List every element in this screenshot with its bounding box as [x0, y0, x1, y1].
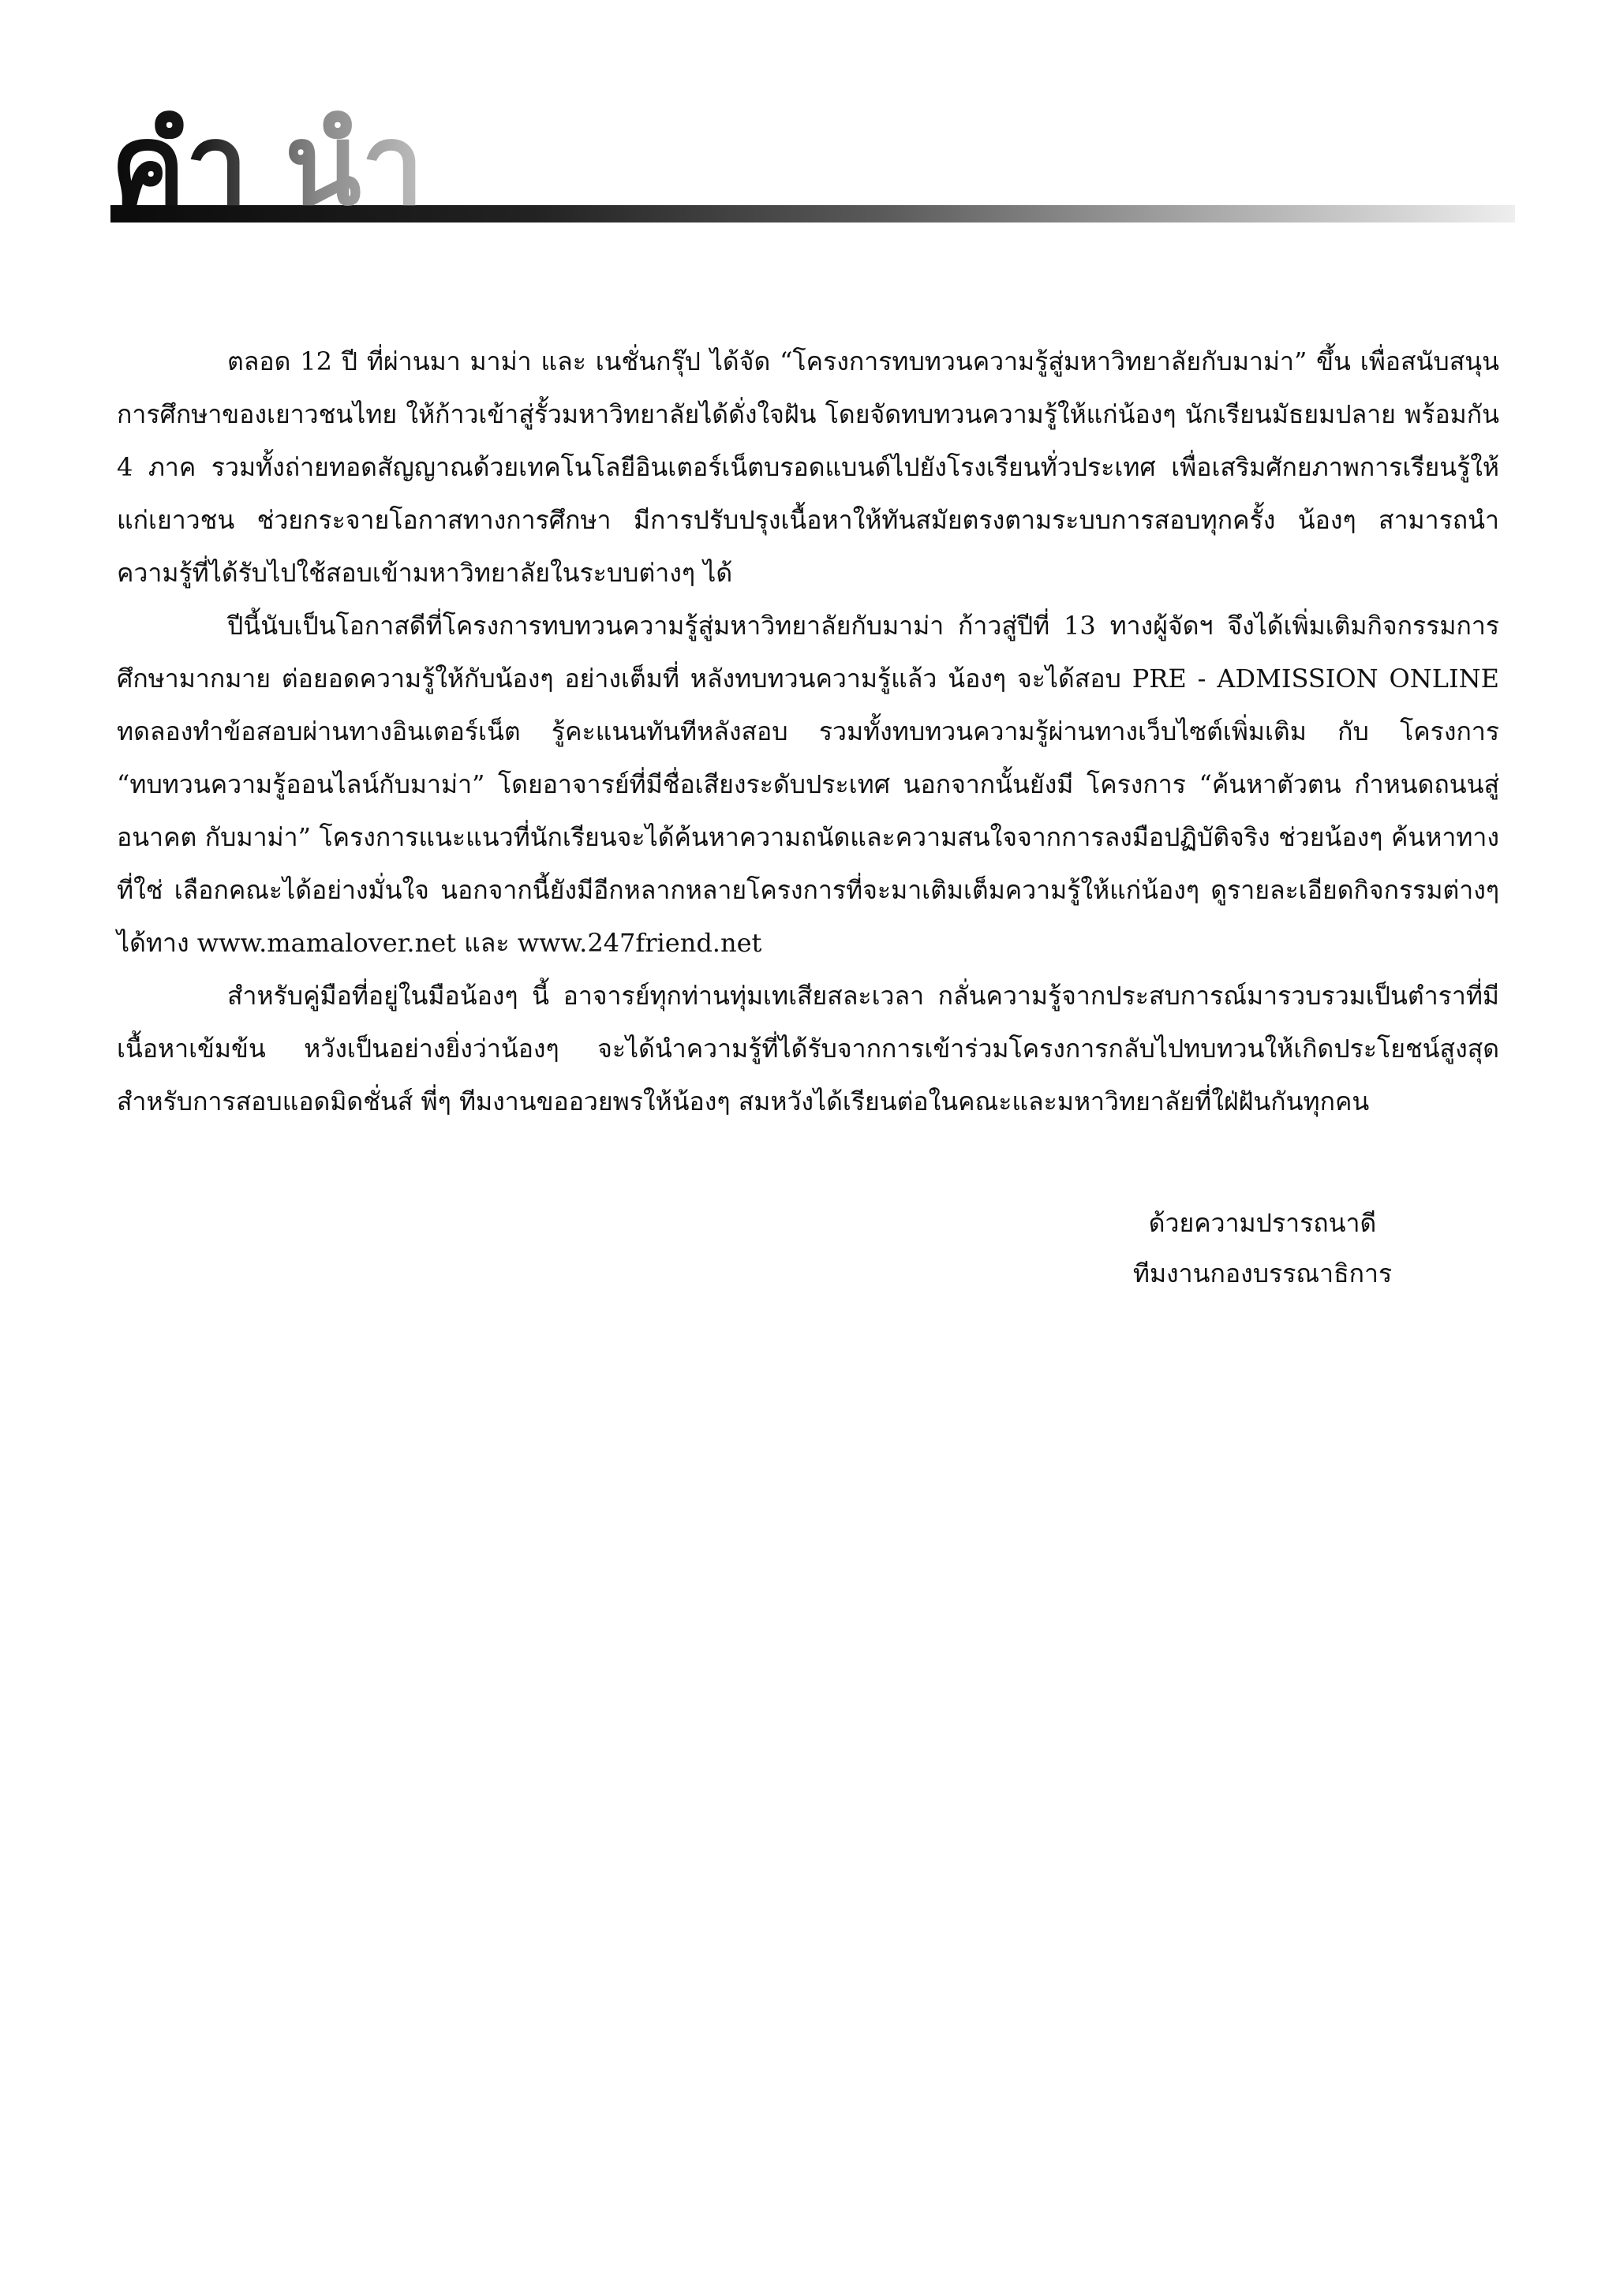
paragraph-3: สำหรับคู่มือที่อยู่ในมือน้องๆ นี้ อาจารย์ทุกท่านทุ่มเทเสียสละเวลา กลั่นความรู้จากประสบการณ์มารวบรวมเป็นตำราที่มีเนื้อหาเข้มข้น หวังเป็นอย่างยิ่งว่าน้องๆ จะได้นำความรู้ที่ได้รับจากการเข้าร่วมโครงการกลับไปทบทวนให้เกิดประโยชน์สูงสุดสำหรับการสอบแอดมิดชั่นส์ พี่ๆ ทีมงานขออวยพรให้น้องๆ สมหวังได้เรียนต่อในคณะและมหาวิทยาลัยที่ใฝ่ฝันกันทุกคน — [117, 981, 1499, 1116]
page-header — [110, 95, 1515, 237]
closing-regards: ด้วยความปรารถนาดี — [1148, 1208, 1377, 1238]
closing-block — [1026, 1198, 1499, 1299]
paragraph-1: ตลอด 12 ปี ที่ผ่านมา มาม่า และ เนชั่นกรุ๊ป ได้จัด “โครงการทบทวนความรู้สู่มหาวิทยาลัยกับมาม่า” ขึ้น เพื่อสนับสนุนการศึกษาของเยาวชนไทย ให้ก้าวเข้าสู่รั้วมหาวิทยาลัยได้ดั่งใจฝัน โดยจัดทบทวนความรู้ให้แก่น้องๆ นักเรียนมัธยมปลาย พร้อมกัน 4 ภาค รวมทั้งถ่ายทอดสัญญาณด้วยเทคโนโลยีอินเตอร์เน็ตบรอดแบนด์ไปยังโรงเรียนทั่วประเทศ เพื่อเสริมศักยภาพการเรียนรู้ให้แก่เยาวชน ช่วยกระจายโอกาสทางการศึกษา มีการปรับปรุงเนื้อหาให้ทันสมัยตรงตามระบบการสอบทุกครั้ง น้องๆ สามารถนำความรู้ที่ได้รับไปใช้สอบเข้ามหาวิทยาลัยในระบบต่างๆ ได้ — [117, 346, 1500, 588]
page-title: คำนำ — [110, 95, 461, 237]
closing-signature: ทีมงานกองบรรณาธิการ — [1132, 1258, 1393, 1288]
body-text — [117, 335, 1499, 1128]
paragraph-2: ปีนี้นับเป็นโอกาสดีที่โครงการทบทวนความรู้สู่มหาวิทยาลัยกับมาม่า ก้าวสู่ปีที่ 13 ทางผู้จัดฯ จึงได้เพิ่มเติมกิจกรรมการศึกษามากมาย ต่อยอดความรู้ให้กับน้องๆ อย่างเต็มที่ หลังทบทวนความรู้แล้ว น้องๆ จะได้สอบ PRE - ADMISSION ONLINE ทดลองทำข้อสอบผ่านทางอินเตอร์เน็ต รู้คะแนนทันทีหลังสอบ รวมทั้งทบทวนความรู้ผ่านทางเว็บไซต์เพิ่มเติม กับ โครงการ “ทบทวนความรู้ออนไลน์กับมาม่า” โดยอาจารย์ที่มีชื่อเสียงระดับประเทศ นอกจากนั้นยังมี โครงการ “ค้นหาตัวตน กำหนดถนนสู่อนาคต กับมาม่า” โครงการแนะแนวที่นักเรียนจะได้ค้นหาความถนัดและความสนใจจากการลงมือปฏิบัติจริง ช่วยน้องๆ ค้นหาทางที่ใช่ เลือกคณะได้อย่างมั่นใจ นอกจากนี้ยังมีอีกหลากหลายโครงการที่จะมาเติมเต็มความรู้ให้แก่น้องๆ ดูรายละเอียดกิจกรรมต่างๆ ได้ทาง www.mamalover.net และ www.247friend.net — [117, 611, 1499, 958]
